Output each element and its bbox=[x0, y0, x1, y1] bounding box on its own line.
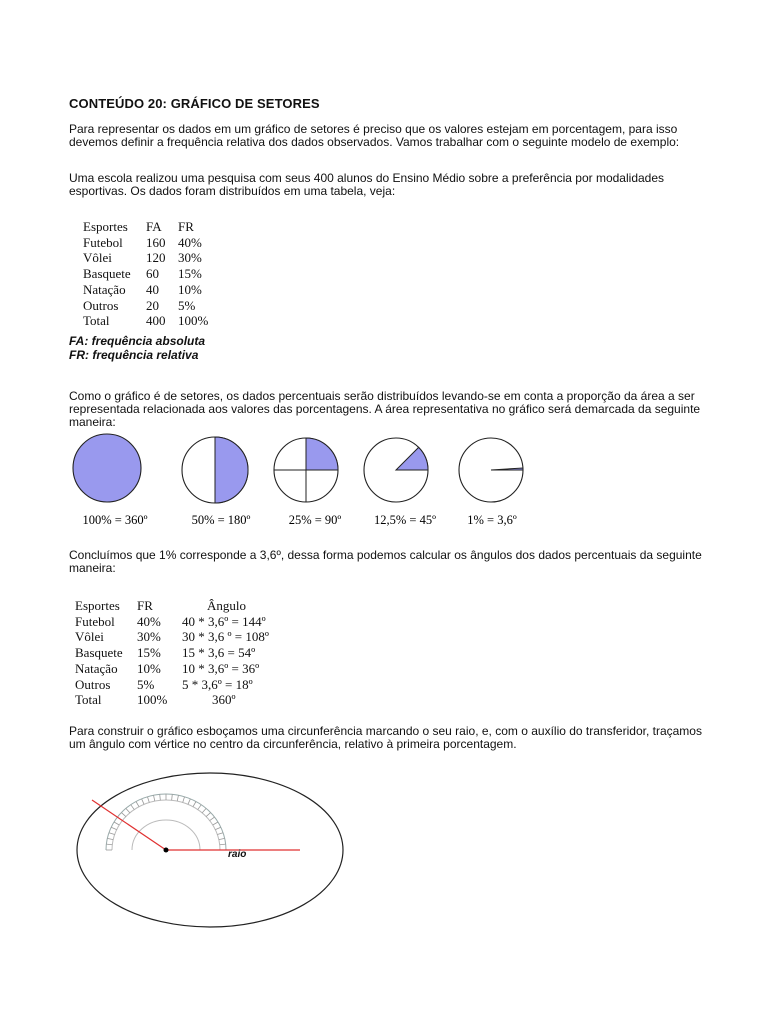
angle-table-cell: Outros bbox=[75, 676, 111, 692]
frequency-table-cell: 100% bbox=[178, 313, 209, 329]
sector-caption: 12,5% = 45º bbox=[374, 513, 436, 527]
angle-table-cell: Natação bbox=[75, 660, 118, 676]
protractor-tick bbox=[198, 805, 202, 810]
frequency-table-cell: 20 bbox=[146, 297, 159, 313]
protractor-tick bbox=[154, 795, 155, 801]
angle-table-cell: FR bbox=[137, 598, 153, 613]
angle-table-row bbox=[75, 661, 342, 677]
protractor-tick bbox=[126, 808, 130, 812]
frequency-table-row bbox=[83, 266, 208, 282]
construction-paragraph: Para construir o gráfico esboçamos uma circunferência marcando o seu raio, e, com o auxílio do transferidor, traçamos um ângulo com vértice no centro da circunferência, relativo à primeira porcentagem. bbox=[69, 724, 702, 751]
protractor-tick bbox=[160, 794, 161, 800]
sector-caption: 1% = 3,6º bbox=[467, 513, 517, 527]
sector-circle bbox=[73, 434, 141, 502]
frequency-table-cell: 400 bbox=[146, 313, 166, 329]
sector-slice bbox=[215, 437, 248, 503]
protractor-tick bbox=[121, 813, 125, 817]
frequency-table-cell: Natação bbox=[83, 281, 126, 297]
frequency-table-cell: Futebol bbox=[83, 234, 123, 250]
protractor-tick bbox=[217, 833, 223, 835]
page-title: CONTEÚDO 20: GRÁFICO DE SETORES bbox=[69, 96, 320, 111]
angle-table-cell: Ângulo bbox=[207, 598, 246, 613]
angle-ray bbox=[92, 800, 166, 850]
angle-table-row bbox=[75, 692, 342, 708]
protractor-tick bbox=[220, 844, 226, 845]
protractor-tick bbox=[188, 799, 190, 804]
angle-table-cell: 100% bbox=[137, 692, 168, 708]
frequency-table-cell: FA bbox=[146, 219, 162, 234]
protractor-tick bbox=[193, 802, 196, 807]
sector-caption: 100% = 360º bbox=[82, 513, 148, 527]
frequency-table-row bbox=[83, 235, 208, 251]
sector-caption: 50% = 180º bbox=[191, 513, 251, 527]
frequency-table-cell: 5% bbox=[178, 297, 196, 313]
sector-caption: 25% = 90º bbox=[288, 513, 342, 527]
frequency-table-header-row bbox=[83, 219, 208, 235]
frequency-table bbox=[83, 219, 208, 329]
sector-explanation-paragraph: Como o gráfico é de setores, os dados percentuais serão distribuídos levando-se em conta a proporção da área a ser representada relacionada aos valores das porcentagens. A área representativa no gráfico será demarcada da seguinte maneira: bbox=[69, 389, 701, 429]
legend-fa: FA: frequência absoluta bbox=[69, 334, 206, 348]
legend-fr: FR: frequência relativa bbox=[69, 348, 199, 362]
angle-table-cell: 10% bbox=[137, 660, 161, 676]
conclusion-paragraph: Concluímos que 1% corresponde a 3,6º, dessa forma podemos calcular os ângulos dos dados percentuais da seguinte maneira: bbox=[69, 548, 702, 575]
angle-table-cell: 15% bbox=[137, 645, 161, 661]
protractor-tick bbox=[202, 808, 206, 812]
protractor-tick bbox=[183, 797, 185, 803]
protractor-tick bbox=[109, 833, 115, 835]
angle-table-header-row bbox=[75, 598, 342, 614]
protractor-tick bbox=[107, 838, 113, 839]
protractor-tick bbox=[111, 827, 116, 829]
frequency-table-row bbox=[83, 298, 208, 314]
frequency-table-cell: Basquete bbox=[83, 266, 131, 282]
angle-table bbox=[75, 598, 342, 708]
sector-slice bbox=[306, 438, 338, 470]
angle-table-row bbox=[75, 645, 342, 661]
angle-table-cell: Total bbox=[75, 692, 102, 708]
angle-table-cell: 40 * 3,6º = 144º bbox=[182, 613, 266, 629]
protractor-tick bbox=[172, 794, 173, 800]
angle-table-cell: 40% bbox=[137, 613, 161, 629]
angle-table-row bbox=[75, 614, 342, 630]
frequency-table-row bbox=[83, 282, 208, 298]
angle-table-cell: 10 * 3,6º = 36º bbox=[182, 660, 260, 676]
intro-paragraph: Para representar os dados em um gráfico de setores é preciso que os valores estejam em porcentagem, para isso devemos definir a frequência relativa dos dados observados. Vamos trabalhar com o seguinte modelo de exemplo: bbox=[69, 122, 680, 149]
frequency-table-cell: 30% bbox=[178, 250, 202, 266]
protractor-tick bbox=[219, 838, 225, 839]
angle-table-cell: Basquete bbox=[75, 645, 123, 661]
angle-table-row bbox=[75, 629, 342, 645]
angle-table-cell: Futebol bbox=[75, 613, 115, 629]
protractor-construction-figure bbox=[70, 770, 350, 935]
frequency-table-cell: Vôlei bbox=[83, 250, 112, 266]
angle-table-cell: 30 * 3,6 º = 108º bbox=[182, 629, 269, 645]
protractor-tick bbox=[106, 844, 112, 845]
angle-table-row bbox=[75, 677, 342, 693]
frequency-table-cell: FR bbox=[178, 219, 194, 234]
protractor-tick bbox=[147, 797, 149, 803]
angle-table-cell: 5 * 3,6º = 18º bbox=[182, 676, 253, 692]
frequency-table-cell: 15% bbox=[178, 266, 202, 282]
sector-example bbox=[364, 438, 436, 527]
frequency-table-row bbox=[83, 250, 208, 266]
frequency-table-cell: 120 bbox=[146, 250, 166, 266]
frequency-table-cell: 10% bbox=[178, 281, 202, 297]
frequency-table-cell: 40% bbox=[178, 234, 202, 250]
sector-example bbox=[182, 437, 251, 527]
protractor-tick bbox=[213, 822, 218, 825]
angle-table-cell: 30% bbox=[137, 629, 161, 645]
sector-example bbox=[274, 438, 341, 527]
angle-table-cell: Vôlei bbox=[75, 629, 104, 645]
survey-paragraph: Uma escola realizou uma pesquisa com seus 400 alunos do Ensino Médio sobre a preferência por modalidades esportivas. Os dados foram distribuídos em uma tabela, veja: bbox=[69, 171, 665, 198]
protractor-tick bbox=[210, 817, 215, 821]
frequency-table-cell: 160 bbox=[146, 234, 166, 250]
frequency-table-cell: Esportes bbox=[83, 219, 128, 234]
sector-example bbox=[73, 434, 148, 527]
radius-label: raio bbox=[228, 849, 247, 860]
protractor-tick bbox=[114, 822, 119, 825]
frequency-table-cell: Total bbox=[83, 313, 110, 329]
frequency-table-cell: Outros bbox=[83, 297, 119, 313]
protractor-tick bbox=[131, 805, 135, 810]
protractor-tick bbox=[136, 802, 139, 807]
frequency-table-row bbox=[83, 313, 208, 329]
angle-table-cell: 5% bbox=[137, 676, 155, 692]
protractor-tick bbox=[142, 799, 144, 804]
protractor-tick bbox=[206, 813, 210, 817]
frequency-table-cell: 60 bbox=[146, 266, 159, 282]
frequency-table-cell: 40 bbox=[146, 281, 159, 297]
sector-example bbox=[459, 438, 523, 527]
angle-table-cell: 360º bbox=[212, 692, 236, 708]
angle-table-cell: Esportes bbox=[75, 598, 120, 613]
center-point bbox=[164, 848, 169, 853]
angle-table-cell: 15 * 3,6 = 54º bbox=[182, 645, 256, 661]
protractor-tick bbox=[177, 795, 178, 801]
sector-examples-figure bbox=[0, 436, 768, 531]
protractor-tick bbox=[215, 827, 220, 829]
